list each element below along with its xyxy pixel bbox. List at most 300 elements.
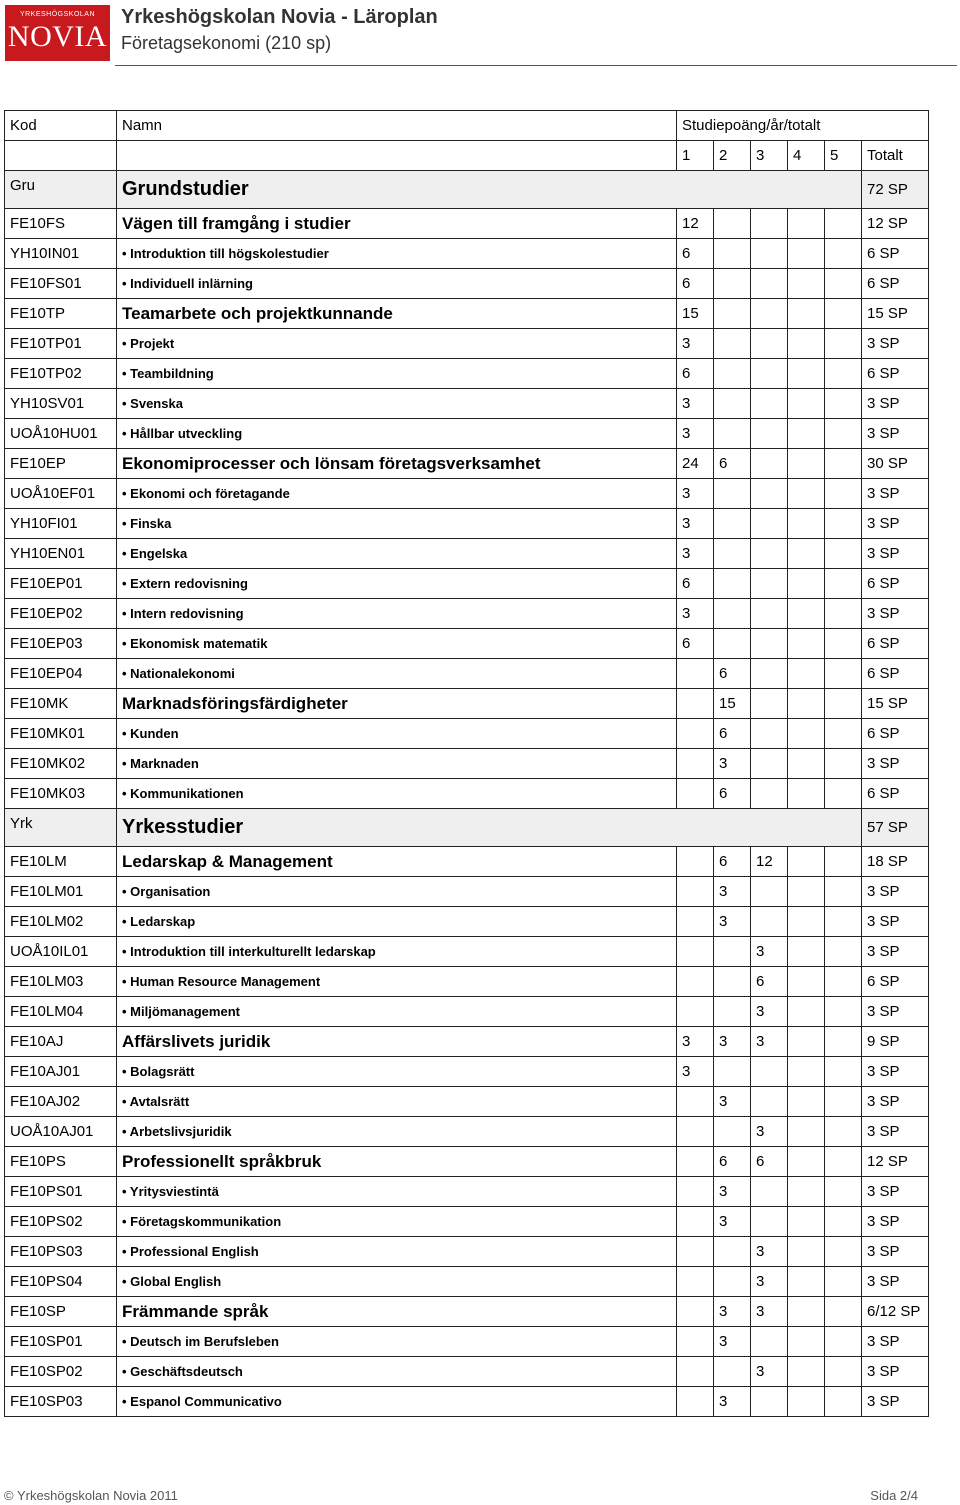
credits-year-5	[825, 877, 862, 907]
course-code: UOÅ10HU01	[5, 419, 117, 449]
credits-year-2: 6	[714, 847, 751, 877]
credits-year-3	[751, 689, 788, 719]
course-row	[5, 1057, 929, 1087]
credits-year-4	[788, 877, 825, 907]
course-name: • Kunden	[117, 719, 677, 749]
credits-year-1	[677, 719, 714, 749]
course-name: • Finska	[117, 509, 677, 539]
credits-year-4	[788, 599, 825, 629]
credits-total: 72 SP	[862, 171, 929, 209]
credits-year-3	[751, 299, 788, 329]
course-name: • Hållbar utveckling	[117, 419, 677, 449]
credits-year-4	[788, 479, 825, 509]
course-name: • Ekonomi och företagande	[117, 479, 677, 509]
credits-year-4	[788, 359, 825, 389]
credits-year-4	[788, 719, 825, 749]
credits-year-3	[751, 329, 788, 359]
course-name: • Professional English	[117, 1237, 677, 1267]
credits-year-1	[677, 779, 714, 809]
credits-year-3	[751, 599, 788, 629]
credits-year-4	[788, 1237, 825, 1267]
footer-page-number: Sida 2/4	[870, 1488, 918, 1503]
course-code: YH10FI01	[5, 509, 117, 539]
credits-year-2	[714, 599, 751, 629]
course-name: Affärslivets juridik	[117, 1027, 677, 1057]
credits-total: 3 SP	[862, 509, 929, 539]
course-code: YH10SV01	[5, 389, 117, 419]
course-name: • Geschäftsdeutsch	[117, 1357, 677, 1387]
credits-total: 6 SP	[862, 719, 929, 749]
course-row	[5, 1237, 929, 1267]
credits-year-5	[825, 1087, 862, 1117]
credits-year-4	[788, 389, 825, 419]
credits-year-1	[677, 1117, 714, 1147]
course-code: FE10LM04	[5, 997, 117, 1027]
credits-year-5	[825, 1387, 862, 1417]
course-code: FE10AJ	[5, 1027, 117, 1057]
course-name: • Intern redovisning	[117, 599, 677, 629]
course-name: • Organisation	[117, 877, 677, 907]
credits-year-2: 6	[714, 779, 751, 809]
credits-year-4	[788, 1327, 825, 1357]
credits-year-1	[677, 1087, 714, 1117]
credits-year-3	[751, 719, 788, 749]
header-row	[5, 111, 929, 141]
course-code: FE10LM	[5, 847, 117, 877]
credits-year-2	[714, 359, 751, 389]
course-code: FE10PS	[5, 1147, 117, 1177]
credits-year-2: 15	[714, 689, 751, 719]
course-code: UOÅ10AJ01	[5, 1117, 117, 1147]
credits-year-1: 3	[677, 419, 714, 449]
credits-year-2: 6	[714, 1147, 751, 1177]
credits-year-1	[677, 1177, 714, 1207]
course-code: FE10SP	[5, 1297, 117, 1327]
credits-year-3	[751, 749, 788, 779]
credits-total: 3 SP	[862, 1357, 929, 1387]
credits-year-1: 3	[677, 1057, 714, 1087]
course-code: FE10AJ02	[5, 1087, 117, 1117]
novia-logo	[5, 5, 110, 61]
course-row	[5, 1117, 929, 1147]
course-name: • Engelska	[117, 539, 677, 569]
credits-year-4	[788, 967, 825, 997]
credits-total: 6 SP	[862, 967, 929, 997]
credits-year-5	[825, 569, 862, 599]
credits-year-4	[788, 1357, 825, 1387]
credits-year-1: 6	[677, 569, 714, 599]
credits-year-3	[751, 1177, 788, 1207]
credits-year-1: 6	[677, 629, 714, 659]
course-row	[5, 629, 929, 659]
course-name: • Svenska	[117, 389, 677, 419]
credits-year-3	[751, 1057, 788, 1087]
course-name: Grundstudier	[117, 171, 862, 209]
course-row	[5, 329, 929, 359]
credits-year-2	[714, 269, 751, 299]
course-code: FE10PS03	[5, 1237, 117, 1267]
course-name: • Arbetslivsjuridik	[117, 1117, 677, 1147]
course-row	[5, 239, 929, 269]
header-year-3: 3	[751, 141, 788, 171]
course-code: FE10EP	[5, 449, 117, 479]
credits-year-2	[714, 509, 751, 539]
credits-year-2	[714, 1057, 751, 1087]
course-name: Vägen till framgång i studier	[117, 209, 677, 239]
credits-year-1	[677, 659, 714, 689]
credits-year-3: 3	[751, 1237, 788, 1267]
course-row	[5, 1177, 929, 1207]
credits-year-5	[825, 967, 862, 997]
course-row	[5, 1357, 929, 1387]
credits-total: 6 SP	[862, 629, 929, 659]
credits-year-3	[751, 907, 788, 937]
credits-year-4	[788, 997, 825, 1027]
header-name: Namn	[117, 111, 677, 141]
course-code: FE10TP01	[5, 329, 117, 359]
credits-year-3	[751, 209, 788, 239]
credits-year-2: 3	[714, 1327, 751, 1357]
credits-year-3	[751, 419, 788, 449]
credits-year-5	[825, 1297, 862, 1327]
credits-year-2: 6	[714, 719, 751, 749]
credits-year-1	[677, 1267, 714, 1297]
credits-year-3	[751, 629, 788, 659]
course-name: • Ledarskap	[117, 907, 677, 937]
credits-year-1: 3	[677, 479, 714, 509]
course-row	[5, 659, 929, 689]
credits-year-4	[788, 539, 825, 569]
course-name: Ledarskap & Management	[117, 847, 677, 877]
course-code: FE10MK02	[5, 749, 117, 779]
course-row	[5, 877, 929, 907]
credits-year-5	[825, 907, 862, 937]
credits-year-1: 3	[677, 599, 714, 629]
credits-year-3: 3	[751, 997, 788, 1027]
credits-year-3: 3	[751, 1297, 788, 1327]
credits-year-1	[677, 907, 714, 937]
course-name: • Global English	[117, 1267, 677, 1297]
header-year-2: 2	[714, 141, 751, 171]
credits-year-4	[788, 1297, 825, 1327]
course-name: • Introduktion till interkulturellt ledarskap	[117, 937, 677, 967]
credits-year-1	[677, 967, 714, 997]
credits-year-3	[751, 389, 788, 419]
course-code: FE10PS04	[5, 1267, 117, 1297]
credits-year-4	[788, 239, 825, 269]
credits-year-3	[751, 1207, 788, 1237]
credits-total: 3 SP	[862, 1387, 929, 1417]
credits-year-3	[751, 1327, 788, 1357]
credits-total: 3 SP	[862, 599, 929, 629]
credits-year-1	[677, 1327, 714, 1357]
credits-total: 15 SP	[862, 299, 929, 329]
section-row	[5, 171, 929, 209]
course-name: • Yritysviestintä	[117, 1177, 677, 1207]
credits-year-3	[751, 449, 788, 479]
credits-year-2	[714, 1357, 751, 1387]
course-name: • Teambildning	[117, 359, 677, 389]
credits-year-5	[825, 749, 862, 779]
credits-total: 3 SP	[862, 1177, 929, 1207]
credits-year-1: 3	[677, 389, 714, 419]
credits-year-5	[825, 539, 862, 569]
course-name: • Introduktion till högskolestudier	[117, 239, 677, 269]
credits-year-3: 3	[751, 1027, 788, 1057]
credits-year-4	[788, 449, 825, 479]
course-row	[5, 937, 929, 967]
credits-year-5	[825, 1057, 862, 1087]
course-name: Teamarbete och projektkunnande	[117, 299, 677, 329]
credits-year-5	[825, 419, 862, 449]
course-row	[5, 779, 929, 809]
credits-total: 6 SP	[862, 239, 929, 269]
course-row	[5, 967, 929, 997]
credits-year-5	[825, 847, 862, 877]
credits-year-4	[788, 779, 825, 809]
credits-year-1	[677, 1297, 714, 1327]
course-code: FE10PS01	[5, 1177, 117, 1207]
credits-total: 3 SP	[862, 1057, 929, 1087]
credits-year-3: 3	[751, 1117, 788, 1147]
credits-total: 15 SP	[862, 689, 929, 719]
course-row	[5, 419, 929, 449]
credits-total: 3 SP	[862, 749, 929, 779]
credits-year-5	[825, 449, 862, 479]
credits-year-5	[825, 937, 862, 967]
credits-year-2	[714, 997, 751, 1027]
course-code: FE10MK	[5, 689, 117, 719]
credits-total: 18 SP	[862, 847, 929, 877]
course-code: Yrk	[5, 809, 117, 847]
header-empty-name	[117, 141, 677, 171]
course-name: • Deutsch im Berufsleben	[117, 1327, 677, 1357]
section-row	[5, 809, 929, 847]
credits-total: 3 SP	[862, 1327, 929, 1357]
credits-year-4	[788, 629, 825, 659]
course-code: FE10LM01	[5, 877, 117, 907]
course-code: UOÅ10IL01	[5, 937, 117, 967]
credits-total: 3 SP	[862, 937, 929, 967]
credits-year-3	[751, 779, 788, 809]
header-divider	[115, 65, 957, 66]
credits-year-2	[714, 479, 751, 509]
credits-total: 3 SP	[862, 539, 929, 569]
course-name: • Ekonomisk matematik	[117, 629, 677, 659]
course-code: FE10TP	[5, 299, 117, 329]
course-name: • Företagskommunikation	[117, 1207, 677, 1237]
credits-total: 12 SP	[862, 209, 929, 239]
credits-year-5	[825, 1237, 862, 1267]
credits-total: 3 SP	[862, 1207, 929, 1237]
course-row	[5, 479, 929, 509]
module-row	[5, 209, 929, 239]
module-row	[5, 689, 929, 719]
credits-year-4	[788, 1207, 825, 1237]
credits-year-2: 3	[714, 907, 751, 937]
credits-total: 3 SP	[862, 1267, 929, 1297]
curriculum-table	[4, 110, 929, 1417]
course-code: FE10LM02	[5, 907, 117, 937]
header-total: Totalt	[862, 141, 929, 171]
course-row	[5, 1267, 929, 1297]
course-code: FE10FS	[5, 209, 117, 239]
credits-year-2: 3	[714, 1297, 751, 1327]
credits-year-5	[825, 1177, 862, 1207]
credits-year-3: 12	[751, 847, 788, 877]
credits-year-2: 3	[714, 1027, 751, 1057]
credits-year-4	[788, 749, 825, 779]
credits-year-4	[788, 937, 825, 967]
course-code: FE10PS02	[5, 1207, 117, 1237]
credits-total: 3 SP	[862, 997, 929, 1027]
credits-year-1: 3	[677, 329, 714, 359]
credits-year-3	[751, 479, 788, 509]
credits-year-4	[788, 1177, 825, 1207]
logo-top-text: YRKESHÖGSKOLAN	[19, 11, 96, 18]
credits-total: 3 SP	[862, 1237, 929, 1267]
course-row	[5, 509, 929, 539]
credits-year-3	[751, 269, 788, 299]
course-name: • Human Resource Management	[117, 967, 677, 997]
credits-year-1	[677, 877, 714, 907]
credits-year-4	[788, 1027, 825, 1057]
credits-year-3	[751, 569, 788, 599]
course-code: FE10TP02	[5, 359, 117, 389]
credits-year-2: 6	[714, 659, 751, 689]
credits-total: 6 SP	[862, 269, 929, 299]
credits-year-5	[825, 509, 862, 539]
credits-year-3	[751, 539, 788, 569]
credits-year-2	[714, 329, 751, 359]
credits-year-5	[825, 659, 862, 689]
credits-year-5	[825, 209, 862, 239]
credits-year-5	[825, 1117, 862, 1147]
course-row	[5, 1207, 929, 1237]
course-code: YH10EN01	[5, 539, 117, 569]
credits-total: 9 SP	[862, 1027, 929, 1057]
course-row	[5, 1387, 929, 1417]
course-row	[5, 359, 929, 389]
course-name: • Projekt	[117, 329, 677, 359]
credits-year-4	[788, 1387, 825, 1417]
credits-total: 3 SP	[862, 419, 929, 449]
header-credits: Studiepoäng/år/totalt	[677, 111, 929, 141]
course-name: • Kommunikationen	[117, 779, 677, 809]
credits-year-3	[751, 359, 788, 389]
course-code: FE10SP01	[5, 1327, 117, 1357]
credits-year-1	[677, 749, 714, 779]
footer-copyright: © Yrkeshögskolan Novia 2011	[4, 1488, 178, 1503]
course-row	[5, 907, 929, 937]
credits-year-4	[788, 847, 825, 877]
course-row	[5, 269, 929, 299]
credits-year-4	[788, 659, 825, 689]
header-year-5: 5	[825, 141, 862, 171]
course-code: Gru	[5, 171, 117, 209]
course-name: Yrkesstudier	[117, 809, 862, 847]
module-row	[5, 1147, 929, 1177]
credits-year-5	[825, 997, 862, 1027]
credits-year-3	[751, 877, 788, 907]
credits-year-1	[677, 1147, 714, 1177]
credits-year-2	[714, 1117, 751, 1147]
course-code: FE10EP03	[5, 629, 117, 659]
credits-total: 6 SP	[862, 779, 929, 809]
course-code: FE10EP04	[5, 659, 117, 689]
header-year-1: 1	[677, 141, 714, 171]
credits-year-2: 3	[714, 749, 751, 779]
credits-year-2	[714, 419, 751, 449]
module-row	[5, 449, 929, 479]
credits-year-5	[825, 329, 862, 359]
credits-year-3: 3	[751, 937, 788, 967]
course-name: Främmande språk	[117, 1297, 677, 1327]
credits-year-1: 6	[677, 269, 714, 299]
credits-year-1	[677, 997, 714, 1027]
credits-total: 3 SP	[862, 1087, 929, 1117]
module-row	[5, 299, 929, 329]
credits-year-1	[677, 937, 714, 967]
credits-year-5	[825, 389, 862, 419]
credits-year-4	[788, 1087, 825, 1117]
module-row	[5, 1027, 929, 1057]
course-row	[5, 539, 929, 569]
course-name: • Miljömanagement	[117, 997, 677, 1027]
credits-year-4	[788, 419, 825, 449]
course-code: FE10FS01	[5, 269, 117, 299]
credits-year-1: 3	[677, 539, 714, 569]
credits-year-1: 12	[677, 209, 714, 239]
credits-total: 3 SP	[862, 389, 929, 419]
course-row	[5, 569, 929, 599]
page-header	[0, 0, 960, 66]
credits-year-4	[788, 569, 825, 599]
course-name: • Bolagsrätt	[117, 1057, 677, 1087]
course-code: FE10LM03	[5, 967, 117, 997]
credits-year-2	[714, 937, 751, 967]
credits-year-5	[825, 719, 862, 749]
header-year-4: 4	[788, 141, 825, 171]
credits-year-1: 3	[677, 1027, 714, 1057]
credits-year-2: 3	[714, 1177, 751, 1207]
course-code: FE10MK03	[5, 779, 117, 809]
credits-total: 57 SP	[862, 809, 929, 847]
credits-year-2	[714, 967, 751, 997]
page-title: Yrkeshögskolan Novia - Läroplan	[121, 6, 438, 28]
course-name: • Individuell inlärning	[117, 269, 677, 299]
credits-year-5	[825, 299, 862, 329]
credits-year-1	[677, 689, 714, 719]
credits-year-5	[825, 1147, 862, 1177]
credits-year-4	[788, 1147, 825, 1177]
credits-year-2	[714, 629, 751, 659]
header-year-row	[5, 141, 929, 171]
course-code: UOÅ10EF01	[5, 479, 117, 509]
credits-total: 3 SP	[862, 1117, 929, 1147]
credits-year-3	[751, 1087, 788, 1117]
logo-main-text: NOVIA	[7, 20, 108, 53]
module-row	[5, 847, 929, 877]
credits-year-1	[677, 1237, 714, 1267]
credits-year-2: 3	[714, 877, 751, 907]
credits-year-2	[714, 539, 751, 569]
credits-year-1: 15	[677, 299, 714, 329]
credits-year-5	[825, 1027, 862, 1057]
credits-year-4	[788, 1267, 825, 1297]
credits-year-5	[825, 239, 862, 269]
credits-total: 3 SP	[862, 877, 929, 907]
